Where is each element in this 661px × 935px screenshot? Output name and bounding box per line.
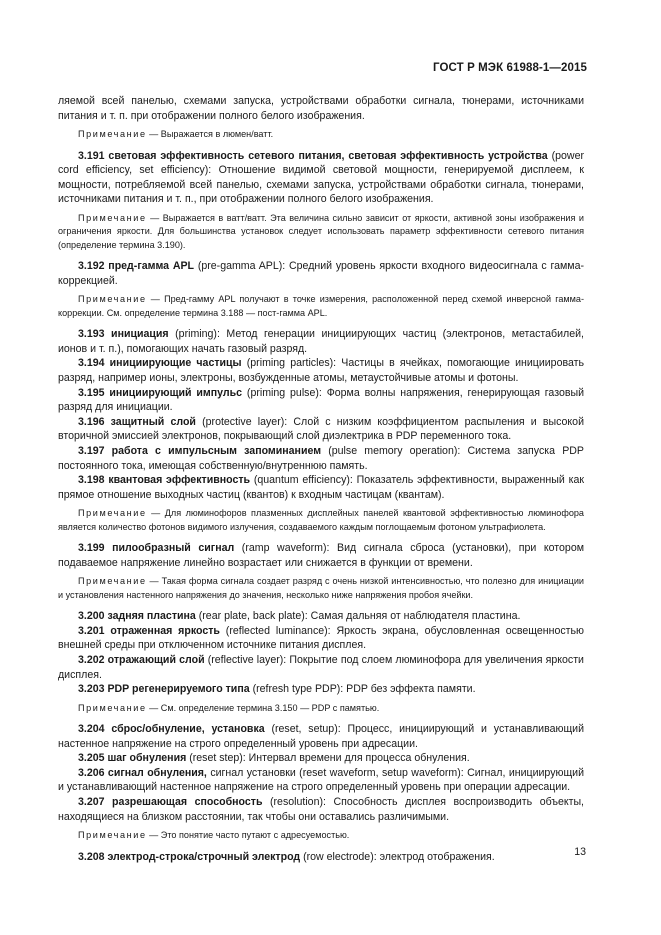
term-definition: 3.203 PDP регенерируемого типа (refresh type PDP): PDP без эффекта памяти.	[78, 683, 476, 696]
term-definition: 3.200 задняя пластина (rear plate, back plate): Самая дальняя от наблюдателя пластина.	[78, 610, 521, 623]
term-definition: 3.191 световая эффективность сетевого питания, световая эффективность устройства (power cord efficiency, set efficiency): Отношение видимой световой мощности, генерируемой дисплеем, к мощности, потребляемой всей панелью, схемами запуска, устройствами обработки сигнала, тюнерами, источниками питания и т. п., при отображении полного белого изображения.	[58, 149, 585, 206]
term-definition: 3.199 пилообразный сигнал (ramp waveform): Вид сигнала сброса (установки), при котором подаваемое напряжение линейно возрастает или снижается в функции от времени.	[58, 542, 584, 569]
note: Примечание — Пред-гамму APL получают в точке измерения, расположенной перед схемой инверсной гамма-коррекции. См. определение термина 3.188 — пост-гамма APL.	[58, 294, 584, 318]
term-definition: 3.196 защитный слой (protective layer): Слой с низким коэффициентом распыления и высокой вторичной эмиссией электронов, покрывающий слой диэлектрика в PDP переменного тока.	[58, 415, 584, 443]
page-content	[58, 94, 584, 864]
term-definition: 3.198 квантовая эффективность (quantum efficiency): Показатель эффективности, выраженный как прямое отношение выходных частиц (квантов) к входным частицам (квантам).	[58, 474, 584, 501]
term-definition: 3.194 инициирующие частицы (priming particles): Частицы в ячейках, помогающие инициировать разряд, например ионы, электроны, возбужденные атомы, метаустойчивые атомы и фотоны.	[58, 357, 585, 384]
note: Примечание — Для люминофоров плазменных дисплейных панелей квантовой эффективностью люминофора является количество фотонов видимого излучения, создаваемого каждым поглощаемым фотоном ультрафиолета.	[58, 508, 584, 532]
paragraph: ляемой всей панелью, схемами запуска, устройствами обработки сигнала, тюнерами, источниками питания и т. п. при отображении полного белого изображения.	[58, 95, 584, 122]
note: Примечание — Выражается в ватт/ватт. Эта величина сильно зависит от яркости, активной зоны изображения и ограничения яркости. Для большинства установок следует использовать параметр эффективности сетевого питания (определение термина 3.190).	[58, 212, 584, 250]
term-definition: 3.204 сброс/обнуление, установка (reset, setup): Процесс, инициирующий и устанавливающий настенное напряжение на строго определенный уровень при адресации.	[58, 723, 584, 750]
page-number: 13	[574, 846, 586, 858]
term-definition: 3.195 инициирующий импульс (priming pulse): Форма волны напряжения, генерирующая газовый разряд для инициации.	[58, 386, 584, 414]
note: Примечание — См. определение термина 3.150 — PDP с памятью.	[78, 702, 380, 713]
note: Примечание — Выражается в люмен/ватт.	[78, 129, 274, 140]
term-definition: 3.201 отраженная яркость (reflected luminance): Яркость экрана, обусловленная освещенностью внешней среды при отключенном источнике питания дисплея.	[58, 624, 584, 652]
term-definition: 3.208 электрод-строка/строчный электрод (row electrode): электрод отображения.	[78, 850, 495, 863]
term-definition: 3.197 работа с импульсным запоминанием (pulse memory operation): Система запуска PDP постоянного тока, имеющая собственную/внутреннюю память.	[58, 444, 584, 472]
term-definition: 3.205 шаг обнуления (reset step): Интервал времени для процесса обнуления.	[78, 752, 470, 765]
document-header: ГОСТ Р МЭК 61988-1—2015	[433, 62, 587, 74]
term-definition: 3.192 пред-гамма APL (pre-gamma APL): Средний уровень яркости входного видеосигнала с гамма-коррекцией.	[58, 260, 585, 287]
term-definition: 3.202 отражающий слой (reflective layer): Покрытие под слоем люминофора для увеличения яркости дисплея.	[58, 653, 584, 681]
term-definition: 3.207 разрешающая способность (resolution): Способность дисплея воспроизводить объекты, находящиеся на близком расстоянии, так чтобы они оставались различимыми.	[58, 796, 584, 823]
note: Примечание — Это понятие часто путают с адресуемостью.	[78, 830, 350, 841]
note: Примечание — Такая форма сигнала создает разряд с очень низкой интенсивностью, что полезно для инициации и установления настенного напряжения до значения, несколько ниже напряжения пробоя ячейки.	[58, 576, 584, 600]
term-definition: 3.206 сигнал обнуления, сигнал установки (reset waveform, setup waveform): Сигнал, инициирующий и устанавливающий настенное напряжение на строго определенный уровень при операции адресации.	[58, 766, 584, 794]
term-definition: 3.193 инициация (priming): Метод генерации инициирующих частиц (электронов, метастабилей, ионов и т. п.), помогающих начать газовый разряд.	[58, 328, 584, 355]
